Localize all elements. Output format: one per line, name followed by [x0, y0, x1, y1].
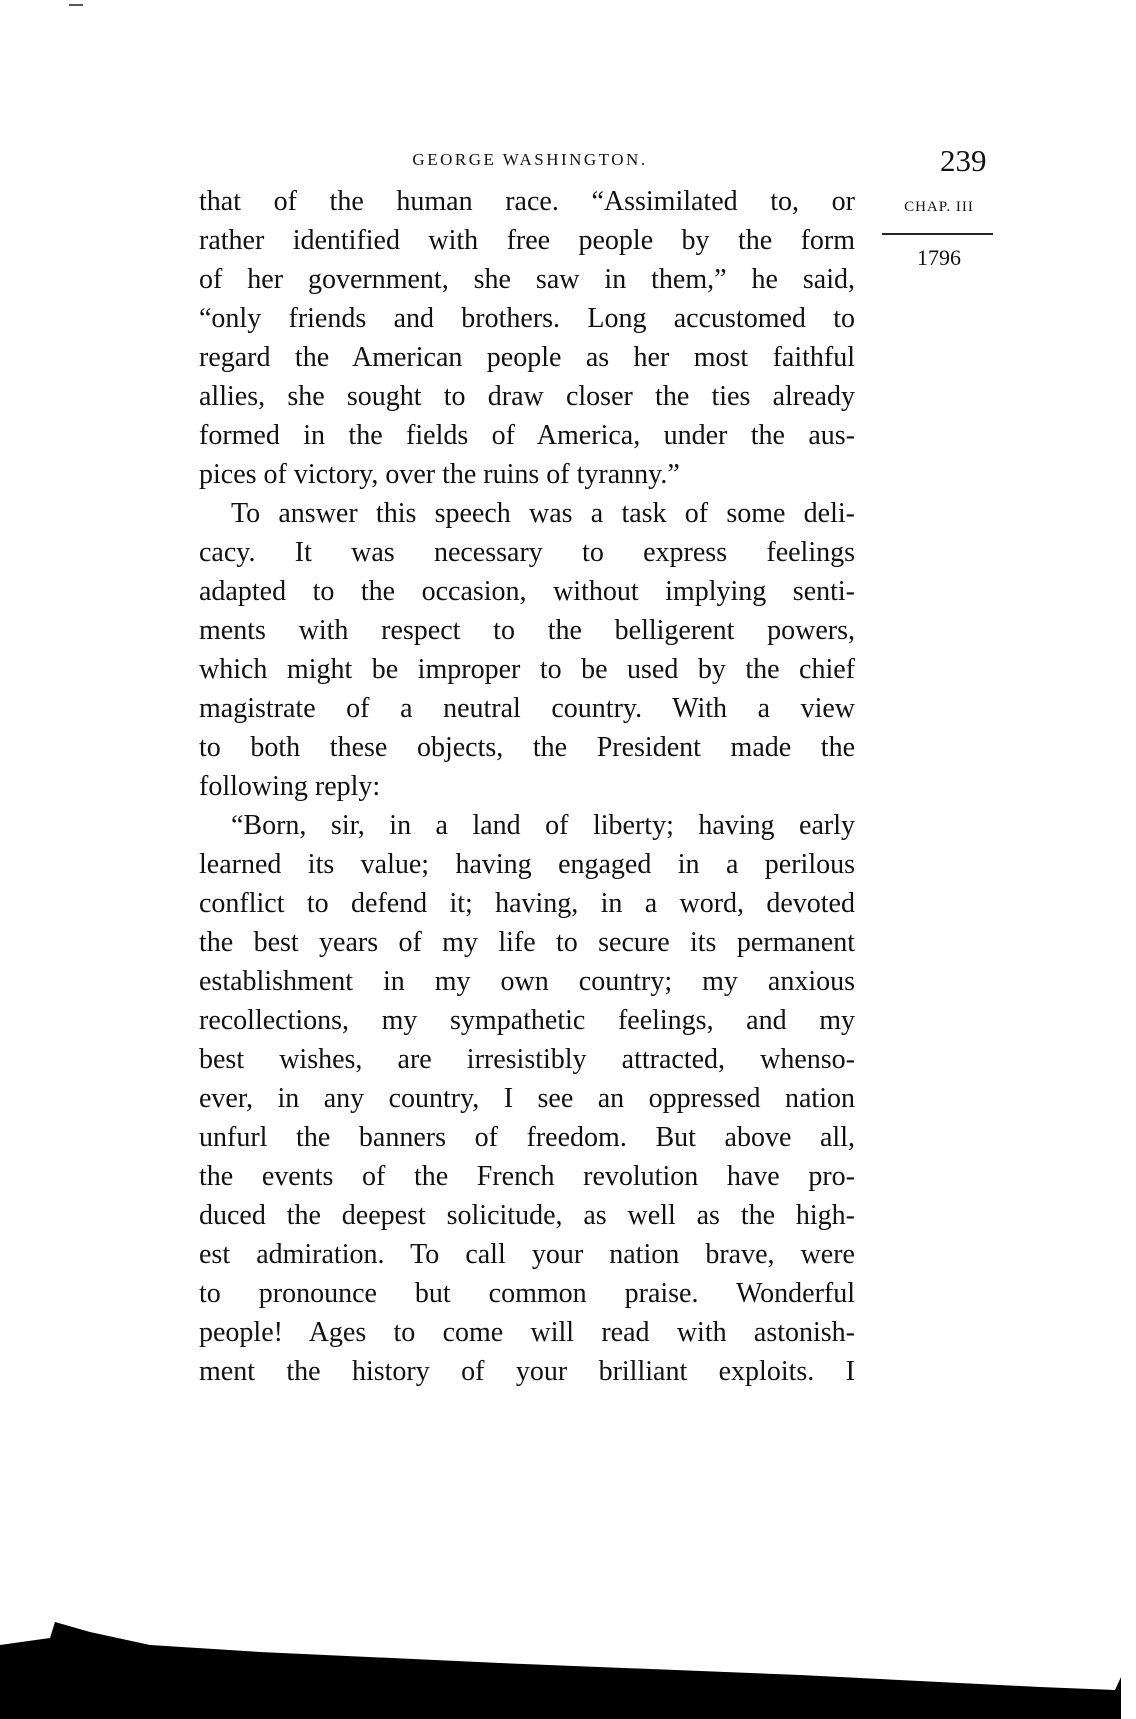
text-line: unfurl the banners of freedom. But above all,	[199, 1122, 855, 1153]
text-line: ments with respect to the belligerent powers,	[199, 615, 855, 646]
page-number: 239	[940, 143, 987, 178]
text-line: the events of the French revolution have pro-	[199, 1161, 855, 1192]
text-line: to both these objects, the President made the	[199, 732, 855, 763]
text-line: magistrate of a neutral country. With a view	[199, 693, 855, 724]
text-line: establishment in my own country; my anxious	[199, 966, 855, 997]
text-line: recollections, my sympathetic feelings, and my	[199, 1005, 855, 1036]
text-line: ever, in any country, I see an oppressed nation	[199, 1083, 855, 1114]
text-line: “Born, sir, in a land of liberty; having early	[231, 810, 855, 841]
text-line: duced the deepest solicitude, as well as the high-	[199, 1200, 855, 1231]
text-line: people! Ages to come will read with astonish-	[199, 1317, 855, 1348]
chapter-margin-note: CHAP. III	[904, 199, 974, 215]
running-head: GEORGE WASHINGTON.	[412, 150, 648, 169]
text-line: adapted to the occasion, without implying senti-	[199, 576, 855, 607]
text-line: conflict to defend it; having, in a word, devoted	[199, 888, 855, 919]
text-line: regard the American people as her most faithful	[199, 342, 855, 373]
text-line: allies, she sought to draw closer the ties already	[199, 381, 855, 412]
text-line: est admiration. To call your nation brave, were	[199, 1239, 855, 1270]
text-line: which might be improper to be used by the chief	[199, 654, 855, 685]
text-line: learned its value; having engaged in a perilous	[199, 849, 855, 880]
text-line: to pronounce but common praise. Wonderful	[199, 1278, 855, 1309]
text-line: formed in the fields of America, under the aus-	[199, 420, 855, 451]
year-margin-note: 1796	[917, 245, 961, 270]
text-line: of her government, she saw in them,” he said,	[199, 264, 855, 295]
text-line: “only friends and brothers. Long accustomed to	[199, 303, 855, 334]
text-line: To answer this speech was a task of some deli-	[231, 498, 855, 529]
text-line: following reply:	[199, 771, 381, 802]
text-line: ment the history of your brilliant exploits. I	[199, 1356, 855, 1387]
text-line: best wishes, are irresistibly attracted, whenso-	[199, 1044, 855, 1075]
text-line: pices of victory, over the ruins of tyranny.”	[199, 459, 680, 490]
text-line: cacy. It was necessary to express feelings	[199, 537, 855, 568]
text-line: rather identified with free people by the form	[199, 225, 855, 256]
text-line: that of the human race. “Assimilated to, or	[199, 186, 855, 217]
text-line: the best years of my life to secure its permanent	[199, 927, 855, 958]
